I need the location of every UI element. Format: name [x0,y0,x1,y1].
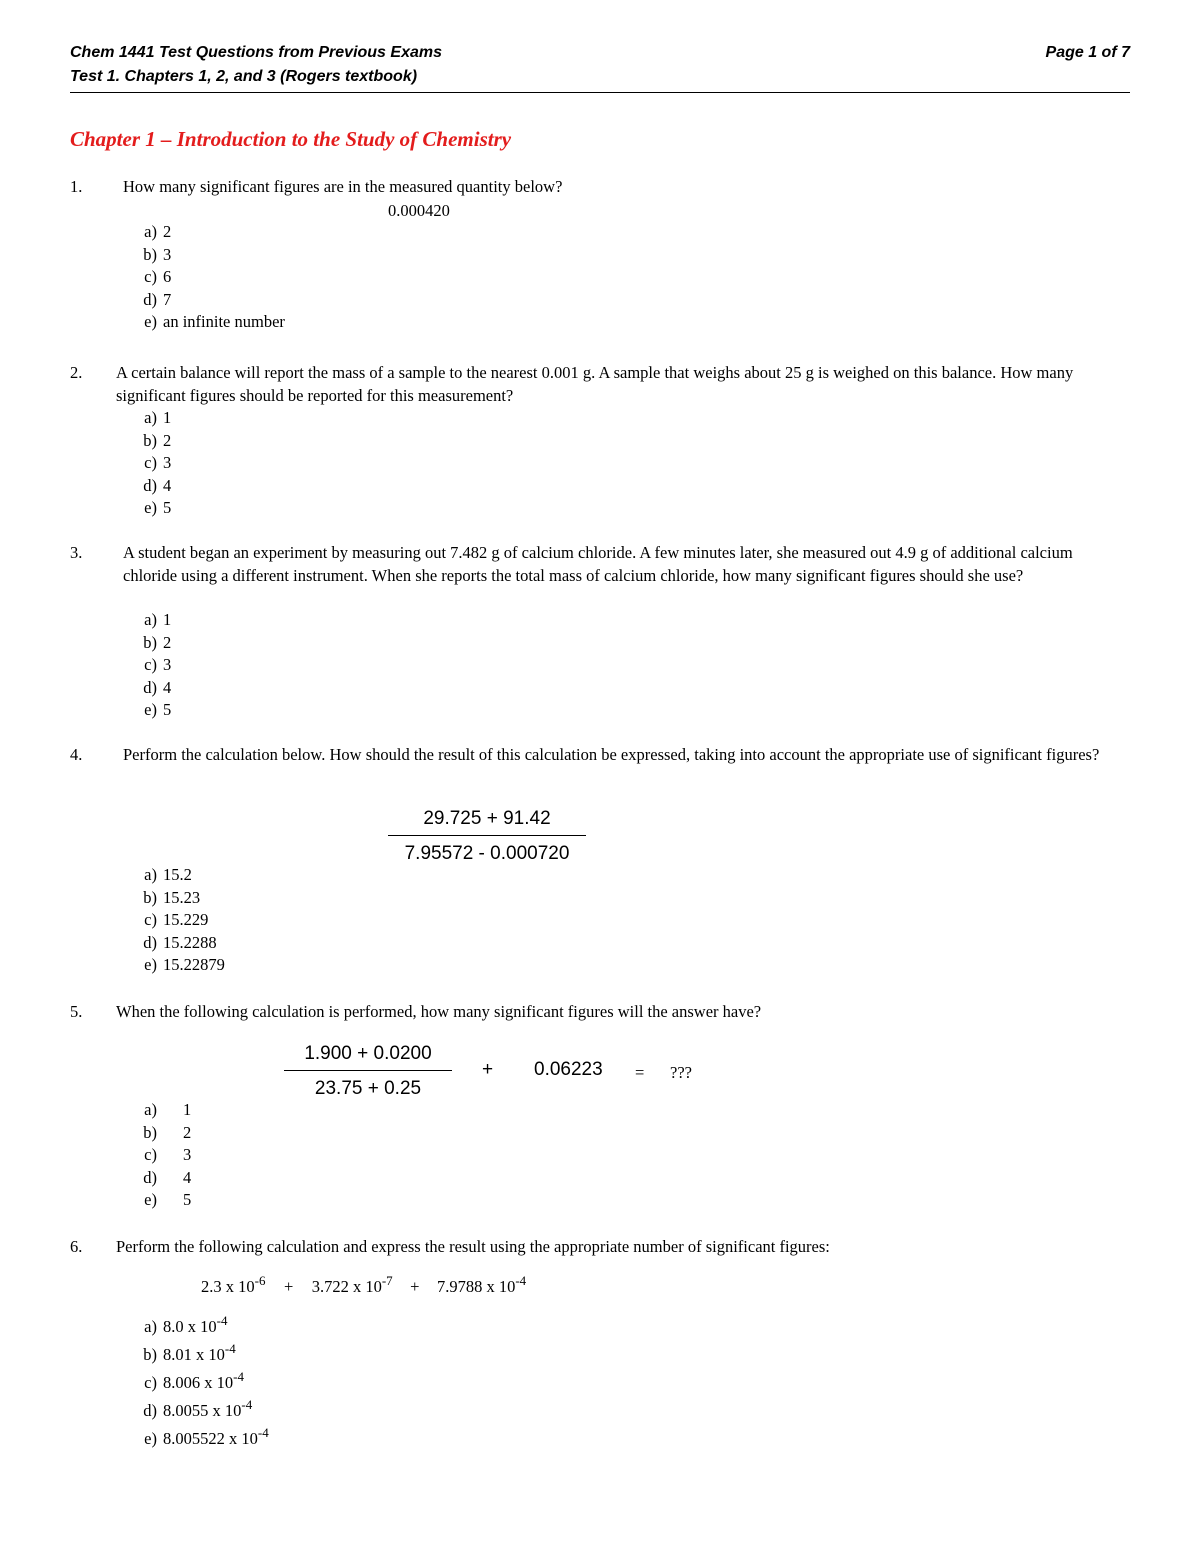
choice-c: c) 15.229 [144,910,209,929]
fraction [388,808,586,865]
choice-d: d) 4 [143,677,172,697]
question-text: When the following calculation is performed, how many significant figures will the answer have? [116,1002,762,1021]
choice-b: b) 15.23 [143,887,201,907]
question-number: 6. [70,1237,83,1256]
choice-c: c) 3 [144,1145,192,1164]
header-page-number: Page 1 of 7 [1045,44,1130,61]
choice-a: a) 1 [144,408,172,427]
choice-d: d) 4 [143,1167,192,1187]
page-header [70,44,1130,93]
fraction-numerator: 29.725 + 91.42 [388,808,586,836]
choice-b: b) 2 [143,1122,192,1142]
choice-c: c) 8.006 x $10^{-4}$ [144,1369,244,1392]
plus-sign: + [482,1059,494,1080]
term-2: 3.722 x 10 [311,1277,382,1296]
addend: 0.06223 [534,1059,603,1080]
choice-a: a) 1 [144,1100,192,1119]
choice-a: a) 15.2 [144,865,192,884]
choice-b: b) 2 [143,632,172,652]
choice-d: d) 15.2288 [143,932,217,952]
answer-choices [115,407,171,520]
answer-choices [115,609,171,722]
choice-c: c) 3 [144,453,172,472]
question-number: 3. [70,543,83,562]
answer-choices [115,1099,191,1212]
result-placeholder: ??? [670,1063,692,1082]
fraction-denominator: 7.95572 - 0.000720 [404,842,570,864]
choice-a: a) 2 [144,222,172,241]
choice-d: d) 8.0055 x $10^{-4}$ [143,1397,253,1420]
header-test-subtitle: Test 1. Chapters 1, 2, and 3 (Rogers textbook) [70,68,418,85]
answer-choices [115,864,225,977]
choice-b: b) 3 [143,244,172,264]
operator-plus: + [283,1277,294,1296]
choice-e: e) 5 [144,1190,192,1209]
question-number: 5. [70,1002,83,1021]
term-1-exponent: -6 [254,1273,266,1288]
question-number: 1. [70,177,83,196]
choice-a: a) 1 [144,610,172,629]
term-3-exponent: -4 [515,1273,527,1288]
chapter-title: Chapter 1 – Introduction to the Study of Chemistry [70,127,512,151]
fraction-denominator: 23.75 + 0.25 [314,1077,422,1099]
equals-sign: = [635,1063,645,1082]
question-text: A student began an experiment by measuring out 7.482 g of calcium chloride. A few minutes later, she measured out 4.9 g of additional calcium chloride using a different instrument. When she reports the total mass of calcium chloride, how many significant figures should she use? [123,543,1073,585]
choice-d: d) 7 [143,289,172,309]
expression [201,1273,527,1299]
choice-e: e) 8.005522 x $10^{-4}$ [144,1425,269,1448]
choice-e: e) 5 [144,700,172,719]
choice-e: e) an infinite number [144,312,285,331]
question-number: 4. [70,745,83,764]
header-course-title: Chem 1441 Test Questions from Previous Exams [70,44,442,61]
choice-e: e) 5 [144,498,172,517]
choice-b: b) 2 [143,430,172,450]
answer-choices [115,221,285,334]
question-text: Perform the calculation below. How should the result of this calculation be expressed, taking into account the appropriate use of significant figures? [123,745,1100,764]
fraction-numerator: 1.900 + 0.0200 [284,1043,452,1071]
choice-c: c) 6 [144,267,172,286]
choice-b: b) 8.01 x $10^{-4}$ [143,1341,236,1364]
operator-plus: + [410,1277,420,1296]
choice-a: a) 8.0 x $10^{-4}$ [144,1313,228,1336]
question-text: Perform the following calculation and express the result using the appropriate number of significant figures: [116,1237,830,1256]
choice-c: c) 3 [144,655,172,674]
question-text: How many significant figures are in the measured quantity below? [123,177,563,196]
question-number: 2. [70,363,83,382]
measured-quantity: 0.000420 [388,201,450,220]
question-text: A certain balance will report the mass of a sample to the nearest 0.001 g. A sample that weighs about 25 g is weighed on this balance. How many significant figures should be reported for this measurement? [116,363,1074,405]
term-2-exponent: -7 [381,1273,393,1288]
answer-choices [115,1313,269,1456]
fraction [284,1043,452,1100]
term-3: 7.9788 x 10 [436,1277,516,1296]
choice-d: d) 4 [143,475,172,495]
choice-e: e) 15.22879 [144,955,225,974]
term-1: 2.3 x 10 [201,1277,255,1296]
